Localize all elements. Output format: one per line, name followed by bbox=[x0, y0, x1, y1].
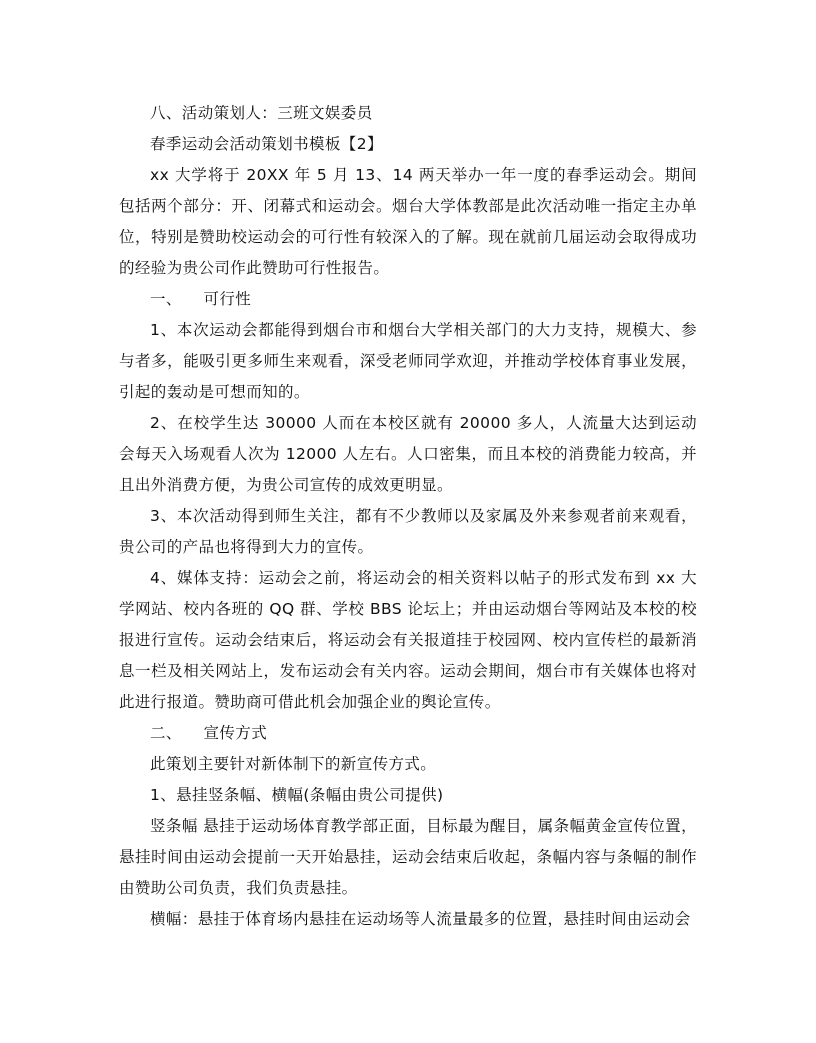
vertical-banner-paragraph: 竖条幅 悬挂于运动场体育教学部正面，目标最为醒目，属条幅黄金宣传位置，悬挂时间由运动会提前一天开始悬挂，运动会结束后收起，条幅内容与条幅的制作由赞助公司负责，我们负责悬挂。 bbox=[119, 817, 697, 897]
document-body bbox=[119, 98, 697, 935]
section-number: 二、 bbox=[150, 724, 182, 742]
feasibility-point-1: 1、本次运动会都能得到烟台市和烟台大学相关部门的大力支持，规模大、参与者多，能吸引更多师生来观看，深受老师同学欢迎，并推动学校体育事业发展，引起的轰动是可想而知的。 bbox=[119, 321, 697, 401]
promotion-item-1-title: 1、悬挂竖条幅、横幅(条幅由贵公司提供) bbox=[150, 786, 444, 804]
intro-paragraph: xx 大学将于 20XX 年 5 月 13、14 两天举办一年一度的春季运动会。期间包括两个部分：开、闭幕式和运动会。烟台大学体教部是此次活动唯一指定主办单位，特别是赞助校运动会的可行性有较深入的了解。现在就前几届运动会取得成功的经验为贵公司作此赞助可行性报告。 bbox=[119, 166, 697, 277]
template-title: 春季运动会活动策划书模板【2】 bbox=[150, 135, 383, 153]
feasibility-point-2: 2、在校学生达 30000 人而在本校区就有 20000 多人，人流量大达到运动会每天入场观看人次为 12000 人左右。人口密集，而且本校的消费能力较高，并且出外消费方便，为贵公司宣传的成效更明显。 bbox=[119, 414, 697, 494]
promotion-intro: 此策划主要针对新体制下的新宣传方式。 bbox=[150, 755, 437, 773]
horizontal-banner-paragraph: 横幅：悬挂于体育场内悬挂在运动场等人流量最多的位置，悬挂时间由运动会 bbox=[150, 910, 691, 928]
feasibility-point-3: 3、本次活动得到师生关注，都有不少教师以及家属及外来参观者前来观看，贵公司的产品也将得到大力的宣传。 bbox=[119, 507, 697, 556]
section-title: 可行性 bbox=[203, 290, 252, 308]
section-heading-feasibility bbox=[119, 284, 697, 315]
planner-line: 八、活动策划人：三班文娱委员 bbox=[150, 104, 373, 122]
section-title: 宣传方式 bbox=[203, 724, 268, 742]
section-number: 一、 bbox=[150, 290, 182, 308]
section-heading-promotion bbox=[119, 718, 697, 749]
feasibility-point-4: 4、媒体支持：运动会之前，将运动会的相关资料以帖子的形式发布到 xx 大学网站、校内各班的 QQ 群、学校 BBS 论坛上；并由运动烟台等网站及本校的校报进行宣传。运动会结束后，将运动会有关报道挂于校园网、校内宣传栏的最新消息一栏及相关网站上，发布运动会有关内容。运动会期间，烟台市有关媒体也将对此进行报道。赞助商可借此机会加强企业的舆论宣传。 bbox=[119, 569, 697, 711]
